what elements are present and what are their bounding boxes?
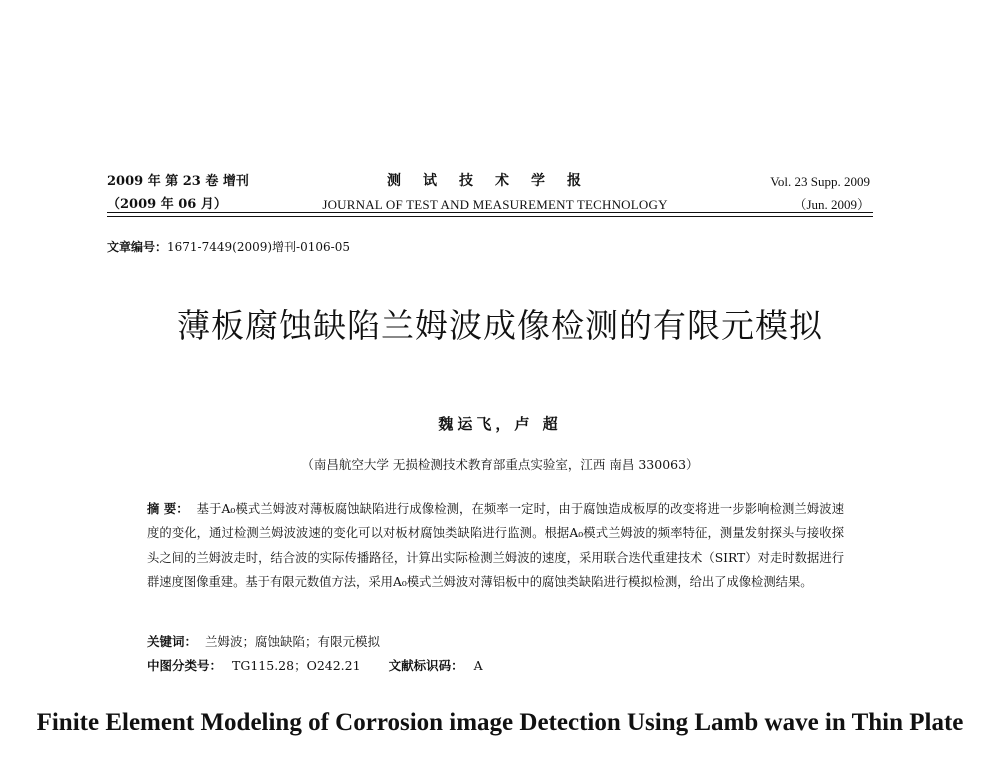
- abstract: [147, 497, 844, 595]
- volume-info: [770, 170, 870, 216]
- header-rule-thick: [107, 212, 873, 213]
- classification-value: TG115.28；O242.21: [232, 658, 361, 673]
- issue-date: （2009 年 06 月）: [107, 197, 227, 212]
- authors: 魏运飞，卢 超: [438, 415, 562, 433]
- doc-code-value: A: [473, 658, 483, 673]
- header-rule-thin: [107, 216, 873, 217]
- article-number-label: 文章编号：: [107, 240, 168, 254]
- issue-info: [107, 170, 249, 216]
- doc-code-label: 文献标识码：: [388, 658, 464, 673]
- issue-volume: 2009 年 第 23 卷 增刊: [107, 174, 249, 189]
- volume-en: Vol. 23 Supp. 2009: [770, 174, 870, 189]
- classification-label: 中图分类号：: [147, 658, 223, 673]
- keywords-label: 关键词：: [147, 634, 198, 649]
- abstract-label: 摘 要：: [147, 501, 189, 516]
- title-chinese: 薄板腐蚀缺陷兰姆波成像检测的有限元模拟: [177, 306, 823, 345]
- journal-name-en: JOURNAL OF TEST AND MEASUREMENT TECHNOLOGY: [322, 197, 668, 212]
- article-number-value: 1671-7449(2009)增刊-0106-05: [167, 240, 350, 254]
- article-number: [107, 238, 350, 255]
- affiliation: （南昌航空大学 无损检测技术教育部重点实验室，江西 南昌 330063）: [301, 457, 699, 472]
- keywords-value: 兰姆波；腐蚀缺陷；有限元模拟: [205, 634, 381, 649]
- keywords: [147, 630, 380, 654]
- journal-name-cn: 测试技术学报: [387, 173, 603, 189]
- classification: [147, 654, 483, 678]
- title-english: Finite Element Modeling of Corrosion image Detection Using Lamb wave in Thin Plate: [36, 709, 964, 736]
- date-en: （Jun. 2009）: [793, 197, 870, 212]
- journal-name: [250, 170, 740, 216]
- abstract-text: 基于A₀模式兰姆波对薄板腐蚀缺陷进行成像检测，在频率一定时，由于腐蚀造成板厚的改变将进一步影响检测兰姆波速度的变化，通过检测兰姆波波速的变化可以对板材腐蚀类缺陷进行监测。根据A₀模式兰姆波的频率特征，测量发射探头与接收探头之间的兰姆波走时，结合波的实际传播路径，计算出实际检测兰姆波的速度，采用联合迭代重建技术（SIRT）对走时数据进行群速度图像重建。基于有限元数值方法，采用A₀模式兰姆波对薄铝板中的腐蚀类缺陷进行模拟检测，给出了成像检测结果。: [147, 502, 844, 590]
